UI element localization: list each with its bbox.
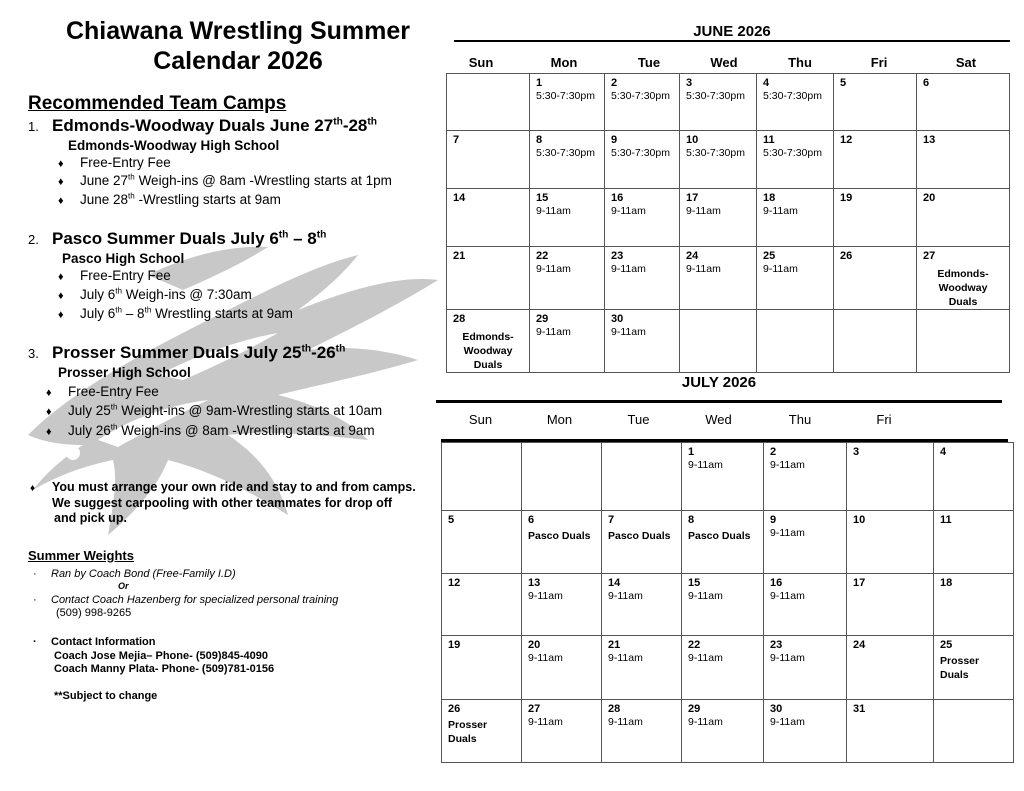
june-day-10 bbox=[680, 131, 757, 189]
day-number: 7 bbox=[608, 514, 615, 526]
practice-time: 9-11am bbox=[536, 263, 571, 275]
day-number: 7 bbox=[453, 134, 460, 146]
practice-time: 9-11am bbox=[770, 527, 805, 539]
day-number: 12 bbox=[448, 577, 461, 589]
june-day-21 bbox=[447, 247, 530, 310]
contact-2: Coach Manny Plata- Phone- (509)781-0156 bbox=[54, 663, 275, 675]
practice-time: 9-11am bbox=[611, 263, 646, 275]
camp-1-bullet-3: ♦ June 28th -Wrestling starts at 9am bbox=[58, 191, 281, 207]
practice-time: 9-11am bbox=[608, 590, 643, 602]
july-day-21 bbox=[602, 636, 682, 700]
day-number: 19 bbox=[840, 192, 853, 204]
july-day-29 bbox=[682, 700, 764, 763]
day-number: 23 bbox=[770, 639, 783, 651]
camp-3-bullet-3: ♦ July 26th Weigh-ins @ 8am -Wrestling starts at 9am bbox=[46, 422, 375, 438]
camp-1-sup2: th bbox=[367, 116, 378, 128]
event-label: Pasco Duals bbox=[688, 530, 751, 542]
day-number: 20 bbox=[923, 192, 936, 204]
june-day-13 bbox=[917, 131, 1010, 189]
camp-1-school: Edmonds-Woodway High School bbox=[68, 138, 280, 153]
june-day-26 bbox=[834, 247, 917, 310]
day-number: 9 bbox=[611, 134, 618, 146]
day-number: 5 bbox=[840, 77, 847, 89]
day-number: 3 bbox=[853, 446, 860, 458]
june-day-29 bbox=[530, 310, 605, 373]
day-header-tue: Tue bbox=[627, 412, 650, 427]
practice-time: 9-11am bbox=[763, 263, 798, 275]
event-label: Pasco Duals bbox=[608, 530, 671, 542]
camp-3-school: Prosser High School bbox=[58, 365, 191, 380]
day-number: 14 bbox=[608, 577, 621, 589]
june-day-1 bbox=[530, 74, 605, 131]
july-day-15 bbox=[682, 574, 764, 636]
day-number: 16 bbox=[770, 577, 783, 589]
practice-time: 5:30-7:30pm bbox=[611, 90, 670, 102]
carpool-note bbox=[30, 480, 450, 526]
day-number: 10 bbox=[686, 134, 699, 146]
july-day-10 bbox=[847, 511, 934, 574]
june-day-5 bbox=[834, 74, 917, 131]
bullet-icon: ♦ bbox=[30, 483, 36, 494]
contact-heading: · Contact Information bbox=[33, 636, 156, 648]
camp-1-number: 1. bbox=[28, 119, 39, 134]
practice-time: 5:30-7:30pm bbox=[763, 90, 822, 102]
june-day-12 bbox=[834, 131, 917, 189]
july-day-2 bbox=[764, 443, 847, 511]
july-week-row bbox=[442, 443, 1014, 511]
june-day-22 bbox=[530, 247, 605, 310]
day-number: 13 bbox=[528, 577, 541, 589]
june-title: JUNE 2026 bbox=[693, 23, 771, 40]
july-title: JULY 2026 bbox=[681, 374, 757, 391]
practice-time: 9-11am bbox=[611, 326, 646, 338]
practice-time: 9-11am bbox=[608, 716, 643, 728]
camp-2-school: Pasco High School bbox=[62, 251, 185, 266]
day-header-fri: Fri bbox=[876, 412, 892, 427]
july-day-6 bbox=[522, 511, 602, 574]
practice-time: 9-11am bbox=[528, 652, 563, 664]
july-empty-cell bbox=[934, 700, 1014, 763]
event-label: Edmonds- bbox=[462, 331, 514, 343]
camp-3-bullet-1: ♦ Free-Entry Fee bbox=[46, 384, 159, 399]
day-number: 21 bbox=[453, 250, 466, 262]
practice-time: 9-11am bbox=[763, 205, 798, 217]
event-label: Prosser bbox=[448, 719, 488, 731]
day-number: 1 bbox=[536, 77, 543, 89]
day-number: 16 bbox=[611, 192, 624, 204]
july-day-22 bbox=[682, 636, 764, 700]
day-number: 30 bbox=[770, 703, 783, 715]
subject-to-change: **Subject to change bbox=[54, 690, 158, 702]
day-number: 17 bbox=[853, 577, 866, 589]
practice-time: 9-11am bbox=[611, 205, 646, 217]
practice-time: 5:30-7:30pm bbox=[686, 90, 745, 102]
page-title: Chiawana Wrestling Summer Calendar 2026 bbox=[65, 17, 411, 75]
practice-time: 5:30-7:30pm bbox=[536, 90, 595, 102]
day-number: 23 bbox=[611, 250, 624, 262]
day-number: 30 bbox=[611, 313, 624, 325]
day-number: 22 bbox=[688, 639, 701, 651]
day-header-wed: Wed bbox=[705, 412, 732, 427]
july-day-30 bbox=[764, 700, 847, 763]
day-number: 20 bbox=[528, 639, 541, 651]
day-number: 25 bbox=[940, 639, 953, 651]
practice-time: 9-11am bbox=[770, 652, 805, 664]
june-week-row bbox=[447, 189, 1010, 247]
july-day-17 bbox=[847, 574, 934, 636]
camp-3-bullet-2: ♦ July 25th Weight-ins @ 9am-Wrestling starts at 10am bbox=[46, 402, 383, 418]
practice-time: 5:30-7:30pm bbox=[763, 147, 822, 159]
practice-time: 9-11am bbox=[770, 716, 805, 728]
day-number: 24 bbox=[686, 250, 699, 262]
practice-time: 9-11am bbox=[686, 263, 721, 275]
july-day-4 bbox=[934, 443, 1014, 511]
july-day-8 bbox=[682, 511, 764, 574]
june-empty-cell bbox=[757, 310, 834, 373]
weights-or: Or bbox=[118, 581, 129, 591]
camps-heading: Recommended Team Camps bbox=[28, 93, 287, 114]
july-day-3 bbox=[847, 443, 934, 511]
june-calendar-grid bbox=[446, 73, 1010, 373]
june-empty-cell bbox=[680, 310, 757, 373]
practice-time: 9-11am bbox=[770, 590, 805, 602]
day-number: 29 bbox=[688, 703, 701, 715]
practice-time: 5:30-7:30pm bbox=[536, 147, 595, 159]
day-number: 18 bbox=[763, 192, 776, 204]
july-day-11 bbox=[934, 511, 1014, 574]
camp-1-mid: -28 bbox=[342, 116, 368, 135]
day-header-sun: Sun bbox=[468, 55, 494, 70]
day-header-sun: Sun bbox=[468, 412, 493, 427]
practice-time: 9-11am bbox=[770, 459, 805, 471]
bullet-icon: ♦ bbox=[58, 176, 64, 188]
day-header-thu: Thu bbox=[788, 412, 812, 427]
camp-3-number: 3. bbox=[28, 346, 39, 361]
july-day-26 bbox=[442, 700, 522, 763]
july-day-9 bbox=[764, 511, 847, 574]
weights-line-2: · Contact Coach Hazenberg for specialized personal training bbox=[33, 594, 339, 606]
day-header-mon: Mon bbox=[546, 412, 573, 427]
day-number: 28 bbox=[453, 313, 466, 325]
june-day-18 bbox=[757, 189, 834, 247]
practice-time: 9-11am bbox=[528, 716, 563, 728]
day-header-sat: Sat bbox=[955, 55, 977, 70]
june-day-28 bbox=[447, 310, 530, 373]
day-number: 14 bbox=[453, 192, 466, 204]
july-day-23 bbox=[764, 636, 847, 700]
july-day-14 bbox=[602, 574, 682, 636]
bullet-icon: ♦ bbox=[58, 271, 64, 283]
bullet-icon: ♦ bbox=[58, 195, 64, 207]
july-day-19 bbox=[442, 636, 522, 700]
day-number: 15 bbox=[536, 192, 549, 204]
day-number: 19 bbox=[448, 639, 461, 651]
july-week-row bbox=[442, 574, 1014, 636]
camp-2-heading bbox=[28, 229, 326, 249]
camp-3-mid: -26 bbox=[311, 343, 336, 362]
july-day-7 bbox=[602, 511, 682, 574]
camp-1-bullet-1: ♦ Free-Entry Fee bbox=[58, 155, 171, 170]
june-day-17 bbox=[680, 189, 757, 247]
june-day-23 bbox=[605, 247, 680, 310]
dot-icon: · bbox=[33, 568, 37, 580]
camp-1-bullet-2: ♦ June 27th Weigh-ins @ 8am -Wrestling starts at 1pm bbox=[58, 172, 392, 188]
camp-3-heading bbox=[28, 343, 345, 363]
event-label: Duals bbox=[448, 733, 477, 745]
june-week-row bbox=[447, 74, 1010, 131]
july-day-24 bbox=[847, 636, 934, 700]
july-day-1 bbox=[682, 443, 764, 511]
july-day-18 bbox=[934, 574, 1014, 636]
camp-2-number: 2. bbox=[28, 232, 39, 247]
day-number: 28 bbox=[608, 703, 621, 715]
day-number: 27 bbox=[528, 703, 541, 715]
day-number: 26 bbox=[840, 250, 853, 262]
day-number: 11 bbox=[763, 134, 775, 146]
day-number: 27 bbox=[923, 250, 936, 262]
day-number: 6 bbox=[528, 514, 535, 526]
june-day-3 bbox=[680, 74, 757, 131]
camp-3-sup2: th bbox=[335, 343, 346, 355]
day-number: 26 bbox=[448, 703, 461, 715]
camp-2-name: Pasco Summer Duals July 6 bbox=[52, 229, 279, 248]
july-calendar-grid bbox=[441, 442, 1014, 763]
july-day-5 bbox=[442, 511, 522, 574]
practice-time: 9-11am bbox=[688, 652, 723, 664]
july-day-31 bbox=[847, 700, 934, 763]
june-day-15 bbox=[530, 189, 605, 247]
day-number: 18 bbox=[940, 577, 953, 589]
practice-time: 9-11am bbox=[686, 205, 721, 217]
day-number: 6 bbox=[923, 77, 930, 89]
summer-weights-heading: Summer Weights bbox=[28, 548, 134, 563]
event-label: Duals bbox=[473, 359, 503, 371]
event-label: Pasco Duals bbox=[528, 530, 591, 542]
bullet-icon: ♦ bbox=[58, 290, 64, 302]
july-week-row bbox=[442, 511, 1014, 574]
camp-2-sup1: th bbox=[278, 229, 289, 241]
day-number: 22 bbox=[536, 250, 549, 262]
weights-line-1: · Ran by Coach Bond (Free-Family I.D) bbox=[33, 568, 236, 580]
bullet-icon: ♦ bbox=[46, 387, 52, 399]
practice-time: 5:30-7:30pm bbox=[611, 147, 670, 159]
day-header-wed: Wed bbox=[710, 55, 738, 70]
practice-time: 9-11am bbox=[608, 652, 643, 664]
day-number: 8 bbox=[536, 134, 543, 146]
june-week-row bbox=[447, 247, 1010, 310]
june-day-16 bbox=[605, 189, 680, 247]
july-week-row bbox=[442, 636, 1014, 700]
june-day-27 bbox=[917, 247, 1010, 310]
day-number: 11 bbox=[940, 514, 952, 526]
july-empty-cell bbox=[602, 443, 682, 511]
day-number: 5 bbox=[448, 514, 455, 526]
june-day-2 bbox=[605, 74, 680, 131]
june-week-row bbox=[447, 310, 1010, 373]
day-number: 4 bbox=[940, 446, 947, 458]
dot-icon: · bbox=[33, 594, 37, 606]
day-number: 3 bbox=[686, 77, 693, 89]
camp-2-mid: – 8 bbox=[288, 229, 317, 248]
july-week-row bbox=[442, 700, 1014, 763]
day-header-mon: Mon bbox=[550, 55, 578, 70]
camp-1-heading bbox=[28, 116, 377, 136]
june-empty-cell bbox=[834, 310, 917, 373]
camp-2-sup2: th bbox=[316, 229, 327, 241]
july-day-13 bbox=[522, 574, 602, 636]
practice-time: 9-11am bbox=[688, 459, 723, 471]
event-label: Duals bbox=[948, 296, 978, 308]
day-header-fri: Fri bbox=[870, 55, 888, 70]
camp-2-bullet-3: ♦ July 6th – 8th Wrestling starts at 9am bbox=[58, 305, 293, 321]
camp-1-name: Edmonds-Woodway Duals June 27 bbox=[52, 116, 334, 135]
june-day-6 bbox=[917, 74, 1010, 131]
event-label: Prosser bbox=[940, 655, 980, 667]
bullet-icon: ♦ bbox=[58, 158, 64, 170]
june-day-20 bbox=[917, 189, 1010, 247]
day-number: 21 bbox=[608, 639, 621, 651]
camp-2-bullet-1: ♦ Free-Entry Fee bbox=[58, 268, 171, 283]
july-day-16 bbox=[764, 574, 847, 636]
day-number: 15 bbox=[688, 577, 701, 589]
july-day-27 bbox=[522, 700, 602, 763]
weights-phone: (509) 998-9265 bbox=[56, 607, 132, 619]
day-number: 24 bbox=[853, 639, 866, 651]
day-number: 29 bbox=[536, 313, 549, 325]
july-title-rule bbox=[436, 400, 1002, 403]
june-day-9 bbox=[605, 131, 680, 189]
day-number: 8 bbox=[688, 514, 695, 526]
june-day-8 bbox=[530, 131, 605, 189]
day-number: 1 bbox=[688, 446, 695, 458]
june-day-4 bbox=[757, 74, 834, 131]
note-line-2: We suggest carpooling with other teammates for drop off bbox=[52, 496, 393, 510]
note-line-3: and pick up. bbox=[54, 511, 127, 525]
june-day-24 bbox=[680, 247, 757, 310]
day-header-tue: Tue bbox=[637, 55, 661, 70]
june-day-14 bbox=[447, 189, 530, 247]
day-number: 10 bbox=[853, 514, 866, 526]
july-day-28 bbox=[602, 700, 682, 763]
june-day-25 bbox=[757, 247, 834, 310]
day-number: 9 bbox=[770, 514, 777, 526]
camp-3-name: Prosser Summer Duals July 25 bbox=[52, 343, 302, 362]
june-day-30 bbox=[605, 310, 680, 373]
july-day-12 bbox=[442, 574, 522, 636]
day-number: 25 bbox=[763, 250, 776, 262]
day-number: 4 bbox=[763, 77, 770, 89]
camp-3-sup1: th bbox=[301, 343, 312, 355]
june-empty-cell bbox=[447, 74, 530, 131]
july-empty-cell bbox=[522, 443, 602, 511]
practice-time: 9-11am bbox=[536, 205, 571, 217]
day-number: 2 bbox=[770, 446, 777, 458]
bullet-icon: ♦ bbox=[46, 406, 52, 418]
day-number: 17 bbox=[686, 192, 699, 204]
practice-time: 9-11am bbox=[536, 326, 571, 338]
day-header-thu: Thu bbox=[788, 55, 812, 70]
bullet-icon: ♦ bbox=[58, 309, 64, 321]
june-week-row bbox=[447, 131, 1010, 189]
event-label: Woodway bbox=[463, 345, 513, 357]
july-day-20 bbox=[522, 636, 602, 700]
practice-time: 5:30-7:30pm bbox=[686, 147, 745, 159]
note-line-1: You must arrange your own ride and stay to and from camps. bbox=[52, 480, 416, 494]
contact-1: Coach Jose Mejia– Phone- (509)845-4090 bbox=[54, 650, 268, 662]
july-empty-cell bbox=[442, 443, 522, 511]
june-day-7 bbox=[447, 131, 530, 189]
practice-time: 9-11am bbox=[528, 590, 563, 602]
event-label: Duals bbox=[940, 669, 969, 681]
june-day-19 bbox=[834, 189, 917, 247]
july-day-25 bbox=[934, 636, 1014, 700]
june-day-11 bbox=[757, 131, 834, 189]
june-title-rule bbox=[454, 40, 1010, 42]
day-number: 13 bbox=[923, 134, 936, 146]
bullet-icon: ♦ bbox=[46, 426, 52, 438]
event-label: Woodway bbox=[938, 282, 988, 294]
practice-time: 9-11am bbox=[688, 716, 723, 728]
dot-icon: · bbox=[33, 636, 37, 648]
day-number: 31 bbox=[853, 703, 866, 715]
camp-2-bullet-2: ♦ July 6th Weigh-ins @ 7:30am bbox=[58, 286, 252, 302]
day-number: 2 bbox=[611, 77, 618, 89]
event-label: Edmonds- bbox=[937, 268, 989, 280]
day-number: 12 bbox=[840, 134, 853, 146]
june-empty-cell bbox=[917, 310, 1010, 373]
camp-1-sup1: th bbox=[333, 116, 343, 128]
practice-time: 9-11am bbox=[688, 590, 723, 602]
